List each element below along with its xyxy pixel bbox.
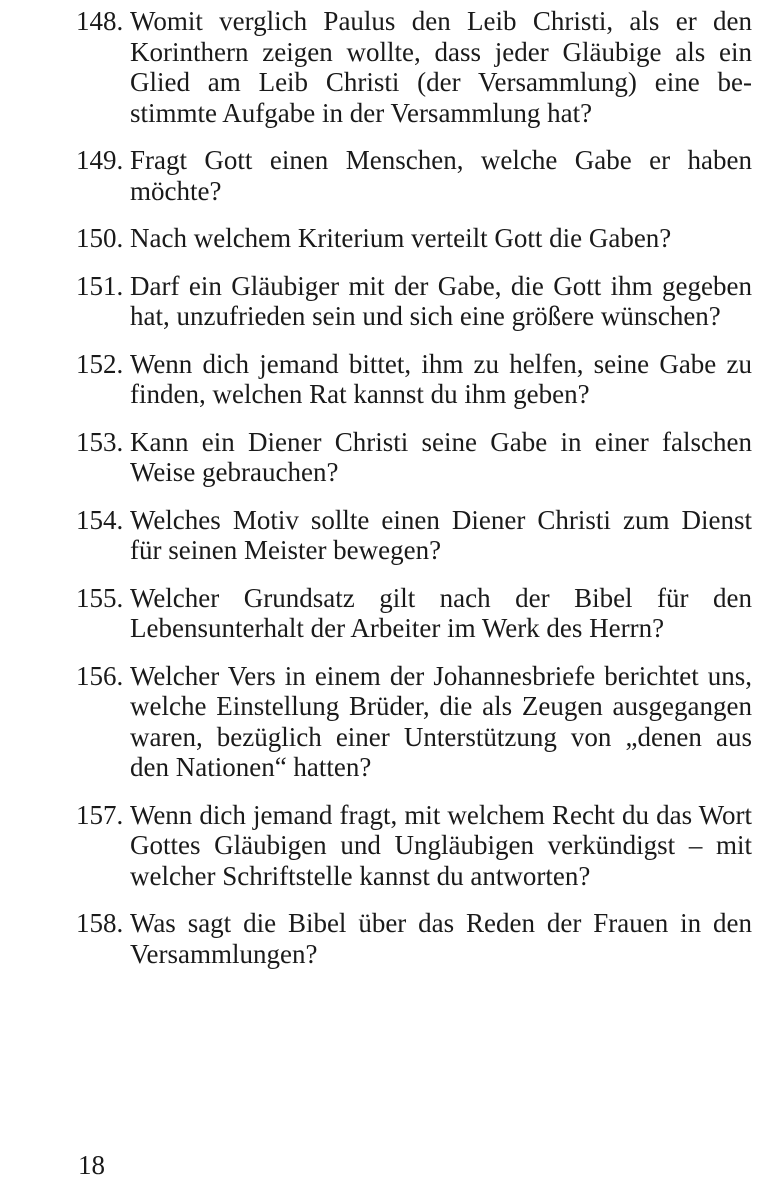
question-text: Womit verglich Paulus den Leib Christi, als er den Korinthern zeigen wollte, dass jeder Gläubige als ein Glied am Leib Christi (der Versammlung) eine bestimmte Aufgabe in der Versammlung hat? [130,6,752,128]
question-text: Wenn dich jemand bittet, ihm zu helfen, seine Gabe zu finden, welchen Rat kannst du ihm geben? [130,348,752,409]
question-list [76,6,752,986]
question-number: 148. [76,6,124,36]
page-number: 18 [78,1150,105,1180]
question-text: Was sagt die Bibel über das Reden der Frauen in den Versammlungen? [130,908,752,969]
question-number: 150. [76,223,124,253]
question-154 [76,505,752,566]
question-number: 155. [76,582,124,613]
question-148 [76,6,752,128]
question-number: 156. [76,660,124,691]
question-155 [76,583,752,644]
question-number: 154. [76,504,124,535]
question-number: 152. [76,348,124,379]
question-157 [76,800,752,892]
question-number: 153. [76,426,124,457]
question-number: 158. [76,908,124,938]
question-text: Nach welchem Kriterium verteilt Gott die Gaben? [130,223,672,253]
question-158 [76,908,752,969]
question-151 [76,271,752,332]
question-152 [76,349,752,410]
question-text: Fragt Gott einen Menschen, welche Gabe er haben möchte? [130,145,752,206]
question-number: 149. [76,145,124,175]
question-156 [76,661,752,783]
question-number: 151. [76,270,124,301]
question-text: Wenn dich jemand fragt, mit welchem Recht du das Wort Gottes Gläubigen und Ungläubigen verkündigst – mit welcher Schriftstelle kannst du antworten? [130,799,752,891]
question-text: Welcher Grundsatz gilt nach der Bibel für den Lebensunterhalt der Arbeiter im Werk des Herrn? [130,582,752,643]
question-text: Welcher Vers in einem der Johannesbriefe berichtet uns, welche Einstellung Brüder, die als Zeugen ausgegangen waren, bezüglich einer Unterstützung von „denen aus den Nationen“ hatten? [130,660,752,782]
question-150 [76,223,752,254]
question-text: Welches Motiv sollte einen Diener Christi zum Dienst für seinen Meister bewegen? [130,504,752,565]
question-149 [76,145,752,206]
question-number: 157. [76,799,124,830]
question-text: Kann ein Diener Christi seine Gabe in einer falschen Weise gebrauchen? [130,426,752,487]
question-153 [76,427,752,488]
question-text: Darf ein Gläubiger mit der Gabe, die Gott ihm gegeben hat, unzufrieden sein und sich eine größere wünschen? [130,270,752,331]
